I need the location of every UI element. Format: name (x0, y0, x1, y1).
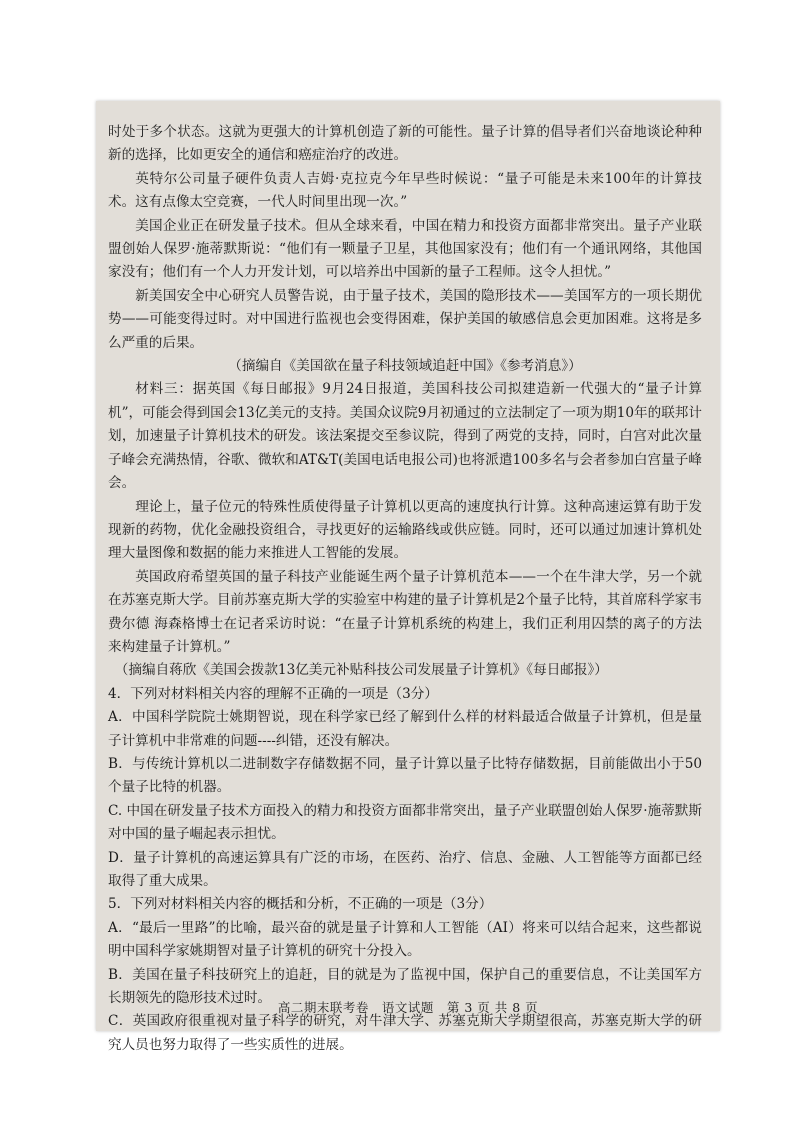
text-line: A．“最后一里路”的比喻，最兴奋的就是量子计算和人工智能（AI）将来可以结合起来，这些都说明中国科学家姚期智对量子计算机的研究十分投入。 (108, 919, 702, 960)
body-paragraph: 材料三：据英国《每日邮报》9月24日报道，美国科技公司拟建造新一代强大的“量子计算机”，可能会得到国会13亿美元的支持。美国众议院9月初通过的立法制定了一项为期10年的联邦计划，加速量子计算机技术的研发。该法案提交至参议院，得到了两党的支持，同时，白宫对此次量子峰会充满热情，谷歌、微软和AT&T(美国电话电报公司)也将派遣100多名与会者参加白宫量子峰会。 (108, 381, 702, 492)
text-line: 时处于多个状态。这就为更强大的计算机创造了新的可能性。量子计算的倡导者们兴奋地谈论种种新的选择，比如更安全的通信和癌症治疗的改进。 (108, 124, 702, 164)
text-line: B．与传统计算机以二进制数字存储数据不同，量子计算以量子比特存储数据，目前能做出小于50个量子比特的机器。 (108, 755, 702, 796)
page-footer: 高二期末联考卷 语文试题 第 3 页 共 8 页 (277, 1000, 539, 1015)
body-paragraph: 英国政府希望英国的量子科技产业能诞生两个量子计算机范本——一个在牛津大学，另一个就在苏塞克斯大学。目前苏塞克斯大学的实验室中构建的量子计算机是2个量子比特，其首席科学家韦费尔德 海森格博士在记者采访时说：“在量子计算机系统的构建上，我们正利用囚禁的离子的方法来构建量子计算机。” (108, 568, 702, 655)
text-line: C．英国政府很重视对量子科学的研究，对牛津大学、苏塞克斯大学期望很高，苏塞克斯大学的研究人员也努力取得了一些实质性的进展。 (108, 1013, 702, 1053)
text-line: 4．下列对材料相关内容的理解不正确的一项是（3分） (108, 685, 438, 702)
exam-page (96, 101, 720, 1053)
body-paragraph: 新美国安全中心研究人员警告说，由于量子技术，美国的隐形技术——美国军方的一项长期优势——可能变得过时。对中国进行监视也会变得困难，保护美国的敏感信息会更加困难。这将是多么严重的后果。 (108, 287, 702, 351)
body-paragraph: 英特尔公司量子硬件负责人吉姆·克拉克今年早些时候说：“量子可能是未来100年的计算技术。这有点像太空竞赛，一代人时间里出现一次。” (108, 170, 702, 211)
body-paragraph: 美国企业正在研发量子技术。但从全球来看，中国在精力和投资方面都非常突出。量子产业联盟创始人保罗·施蒂默斯说：“他们有一颗量子卫星，其他国家没有；他们有一个通讯网络，其他国家没有；他们有一个人力开发计划，可以培养出中国新的量子工程师。这令人担忧。” (108, 217, 702, 281)
citation: （摘编自蒋欣《美国会拨款13亿美元补贴科技公司发展量子计算机》《每日邮报》） (114, 662, 608, 679)
body-paragraph: 理论上，量子位元的特殊性质使得量子计算机以更高的速度执行计算。这种高速运算有助于发现新的药物，优化金融投资组合，寻找更好的运输路线或供应链。同时，还可以通过加速计算机处理大量图像和数据的能力来推进人工智能的发展。 (108, 498, 702, 562)
text-line: A．中国科学院院士姚期智说，现在科学家已经了解到什么样的材料最适合做量子计算机，但是量子计算机中非常难的问题----纠错，还没有解决。 (108, 709, 702, 749)
text-line: B．美国在量子科技研究上的追赶，目的就是为了监视中国，保护自己的重要信息，不让美国军方长期领先的隐形技术过时。 (108, 966, 702, 1007)
text-line: C. 中国在研发量子技术方面投入的精力和投资方面都非常突出，量子产业联盟创始人保罗·施蒂默斯对中国的量子崛起表示担忧。 (108, 802, 702, 843)
text-line: 5．下列对材料相关内容的概括和分析，不正确的一项是（3分） (108, 896, 493, 913)
citation: （摘编自《美国欲在量子科技领域追赶中国》《参考消息》） (228, 358, 582, 375)
text-line: D．量子计算机的高速运算具有广泛的市场，在医药、治疗、信息、金融、人工智能等方面都已经取得了重大成果。 (108, 849, 702, 889)
page-body (108, 121, 702, 1057)
